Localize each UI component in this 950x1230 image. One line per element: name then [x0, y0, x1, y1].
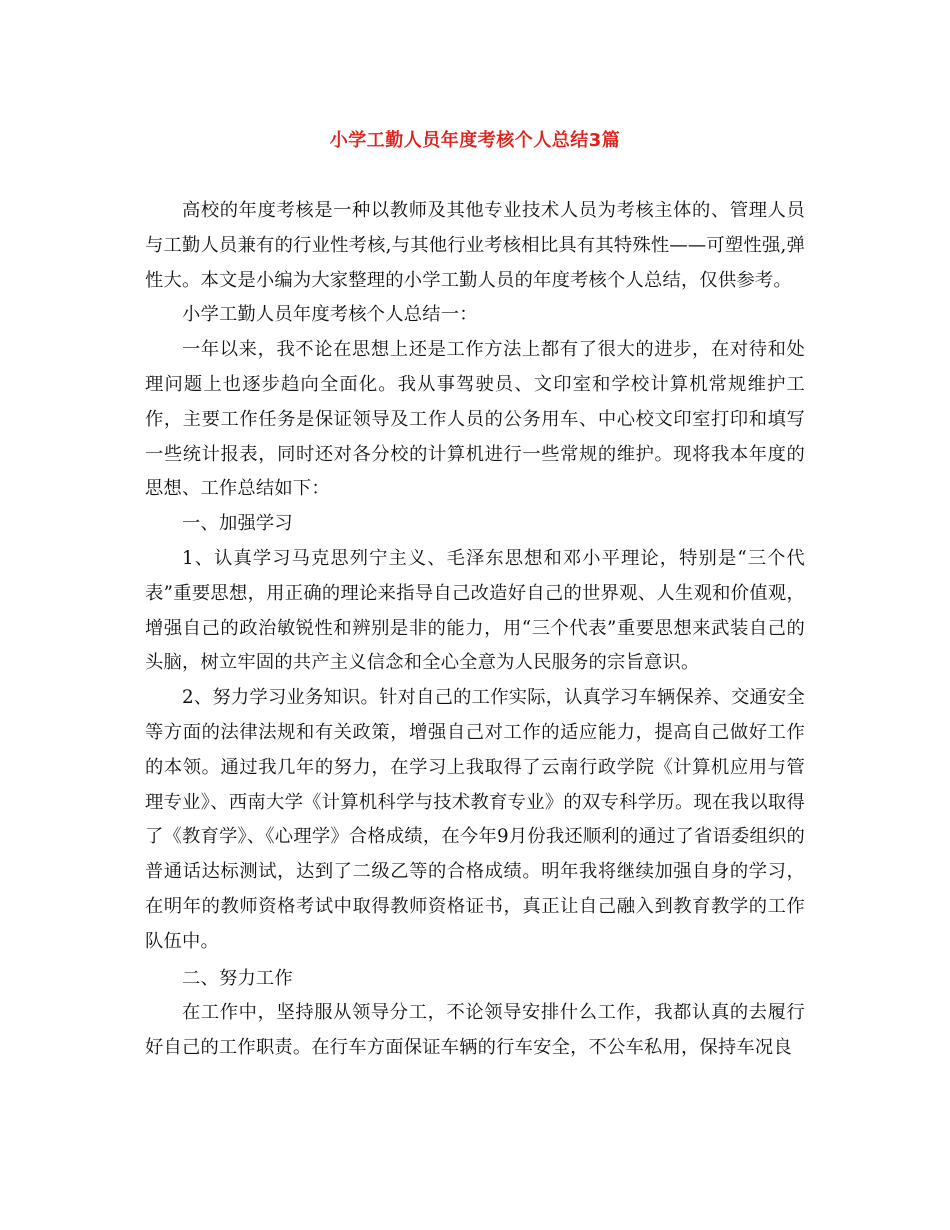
study-item-1-paragraph: 1、认真学习马克思列宁主义、毛泽东思想和邓小平理论，特别是“三个代表”重要思想，用正确的理论来指导自己改造好自己的世界观、人生观和价值观，增强自己的政治敏锐性和辨别是非的能力，用“三个代表”重要思想来武装自己的头脑，树立牢固的共产主义信念和全心全意为人民服务的宗旨意识。	[145, 547, 805, 674]
section-heading-work: 二、努力工作	[182, 967, 293, 989]
work-paragraph: 在工作中，坚持服从领导分工，不论领导安排什么工作，我都认真的去履行好自己的工作职责。在行车方面保证车辆的行车安全，不公车私用，保持车况良	[145, 1002, 805, 1059]
summary-paragraph: 一年以来，我不论在思想上还是工作方法上都有了很大的进步，在对待和处理问题上也逐步趋向全面化。我从事驾驶员、文印室和学校计算机常规维护工作，主要工作任务是保证领导及工作人员的公务用车、中心校文印室打印和填写一些统计报表，同时还对各分校的计算机进行一些常规的维护。现将我本年度的思想、工作总结如下：	[145, 339, 805, 500]
document-title: 小学工勤人员年度考核个人总结3篇	[329, 130, 621, 151]
intro-paragraph: 高校的年度考核是一种以教师及其他专业技术人员为考核主体的、管理人员与工勤人员兼有的行业性考核,与其他行业考核相比具有其特殊性——可塑性强,弹性大。本文是小编为大家整理的小学工勤人员的年度考核个人总结，仅供参考。	[145, 200, 805, 291]
study-item-2-paragraph: 2、努力学习业务知识。针对自己的工作实际，认真学习车辆保养、交通安全等方面的法律法规和有关政策，增强自己对工作的适应能力，提高自己做好工作的本领。通过我几年的努力，在学习上我取得了云南行政学院《计算机应用与管理专业》、西南大学《计算机科学与技术教育专业》的双专科学历。现在我以取得了《教育学》、《心理学》合格成绩，在今年9月份我还顺利的通过了省语委组织的普通话达标测试，达到了二级乙等的合格成绩。明年我将继续加强自身的学习，在明年的教师资格考试中取得教师资格证书，真正让自己融入到教育教学的工作队伍中。	[145, 687, 805, 952]
section-heading-study: 一、加强学习	[182, 513, 293, 535]
section-heading-summary-one: 小学工勤人员年度考核个人总结一：	[182, 304, 478, 326]
document-body	[145, 194, 805, 1066]
